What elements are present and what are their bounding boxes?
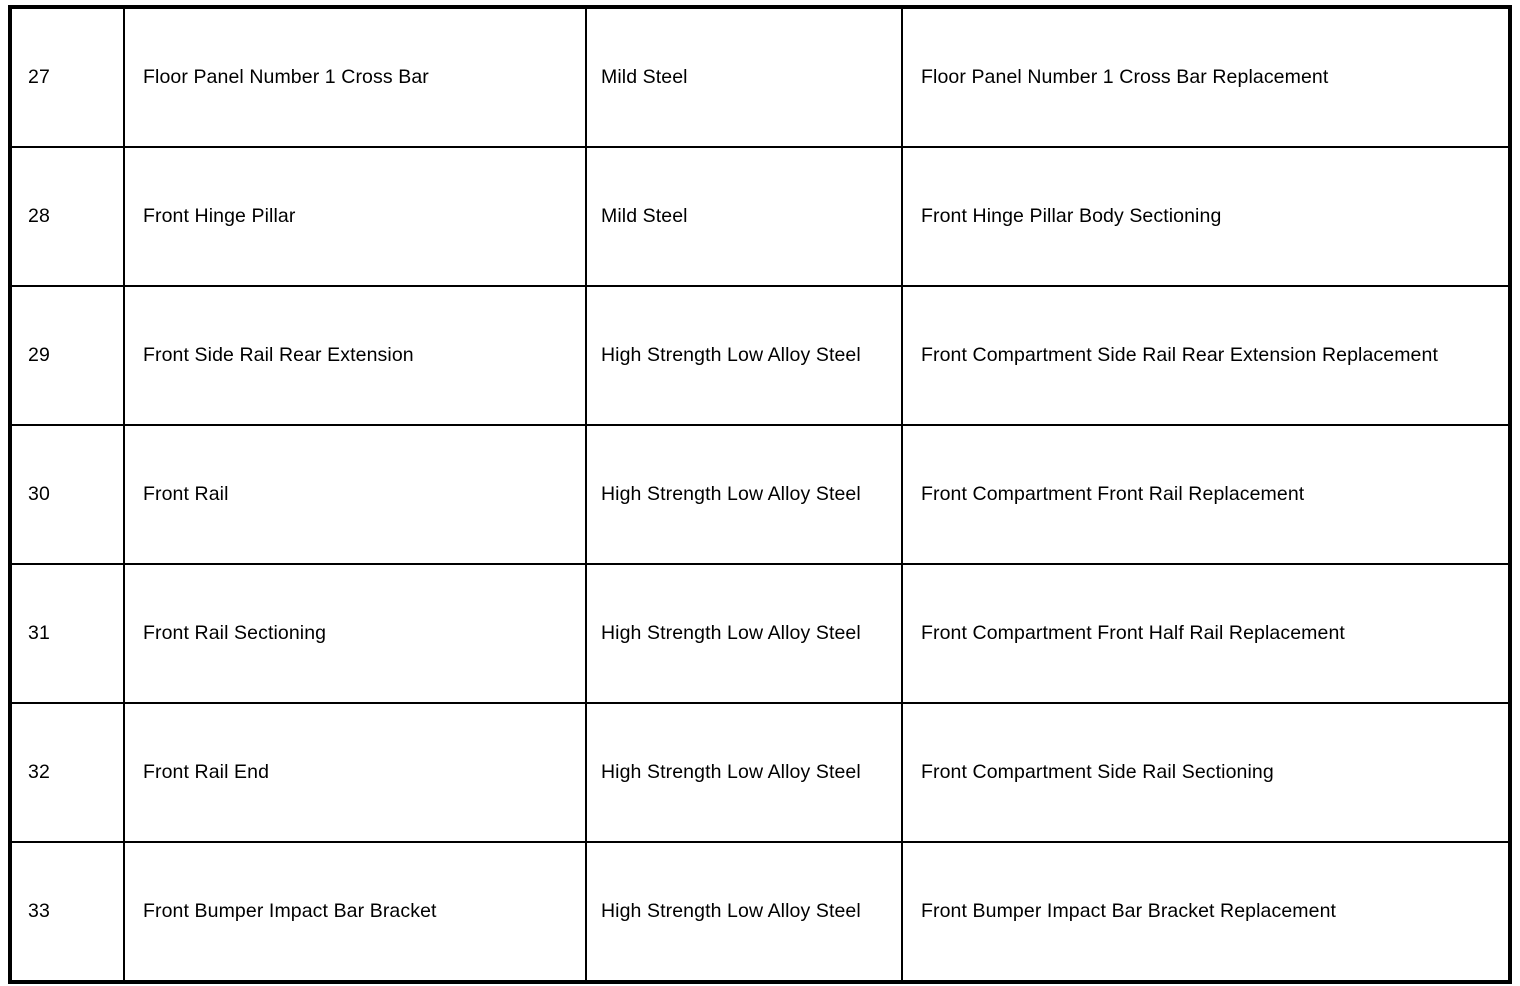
- procedure-cell: [902, 286, 1510, 425]
- row-number: 32: [28, 761, 50, 784]
- procedure-name: Front Bumper Impact Bar Bracket Replacement: [921, 900, 1337, 923]
- material-name: Mild Steel: [601, 205, 688, 228]
- material-cell: [586, 842, 902, 982]
- part-name-cell: [124, 425, 586, 564]
- procedure-cell: [902, 7, 1510, 147]
- row-number-cell: [10, 147, 124, 286]
- part-name-cell: [124, 703, 586, 842]
- material-name: High Strength Low Alloy Steel: [601, 761, 861, 784]
- row-number-cell: [10, 425, 124, 564]
- procedure-name: Front Compartment Side Rail Sectioning: [921, 761, 1274, 784]
- procedure-name: Floor Panel Number 1 Cross Bar Replacement: [921, 66, 1329, 89]
- part-name-cell: [124, 286, 586, 425]
- table-row: [10, 842, 1510, 982]
- material-cell: [586, 7, 902, 147]
- procedure-cell: [902, 703, 1510, 842]
- material-cell: [586, 425, 902, 564]
- material-cell: [586, 703, 902, 842]
- table-row: [10, 147, 1510, 286]
- table-row: [10, 286, 1510, 425]
- row-number: 33: [28, 900, 50, 923]
- part-name-cell: [124, 7, 586, 147]
- part-name: Floor Panel Number 1 Cross Bar: [143, 66, 429, 89]
- procedure-cell: [902, 842, 1510, 982]
- row-number: 30: [28, 483, 50, 506]
- part-name-cell: [124, 564, 586, 703]
- material-cell: [586, 147, 902, 286]
- part-name: Front Side Rail Rear Extension: [143, 344, 414, 367]
- procedure-cell: [902, 147, 1510, 286]
- procedure-name: Front Hinge Pillar Body Sectioning: [921, 205, 1222, 228]
- row-number: 29: [28, 344, 50, 367]
- row-number-cell: [10, 703, 124, 842]
- procedure-cell: [902, 425, 1510, 564]
- material-name: High Strength Low Alloy Steel: [601, 483, 861, 506]
- part-name-cell: [124, 842, 586, 982]
- table-body: [10, 7, 1510, 982]
- table-row: [10, 7, 1510, 147]
- part-name: Front Rail: [143, 483, 229, 506]
- material-name: Mild Steel: [601, 66, 688, 89]
- row-number-cell: [10, 842, 124, 982]
- part-name: Front Bumper Impact Bar Bracket: [143, 900, 437, 923]
- material-cell: [586, 564, 902, 703]
- material-name: High Strength Low Alloy Steel: [601, 344, 861, 367]
- table-row: [10, 425, 1510, 564]
- procedure-cell: [902, 564, 1510, 703]
- material-name: High Strength Low Alloy Steel: [601, 900, 861, 923]
- procedure-name: Front Compartment Front Rail Replacement: [921, 483, 1305, 506]
- parts-material-table: [8, 5, 1512, 984]
- part-name: Front Hinge Pillar: [143, 205, 296, 228]
- table-row: [10, 703, 1510, 842]
- part-name: Front Rail End: [143, 761, 270, 784]
- row-number: 27: [28, 66, 50, 89]
- row-number-cell: [10, 7, 124, 147]
- material-name: High Strength Low Alloy Steel: [601, 622, 861, 645]
- part-name: Front Rail Sectioning: [143, 622, 327, 645]
- material-cell: [586, 286, 902, 425]
- part-name-cell: [124, 147, 586, 286]
- procedure-name: Front Compartment Front Half Rail Replacement: [921, 622, 1345, 645]
- procedure-name: Front Compartment Side Rail Rear Extension Replacement: [921, 344, 1438, 367]
- row-number: 31: [28, 622, 50, 645]
- row-number-cell: [10, 286, 124, 425]
- row-number: 28: [28, 205, 50, 228]
- table-row: [10, 564, 1510, 703]
- row-number-cell: [10, 564, 124, 703]
